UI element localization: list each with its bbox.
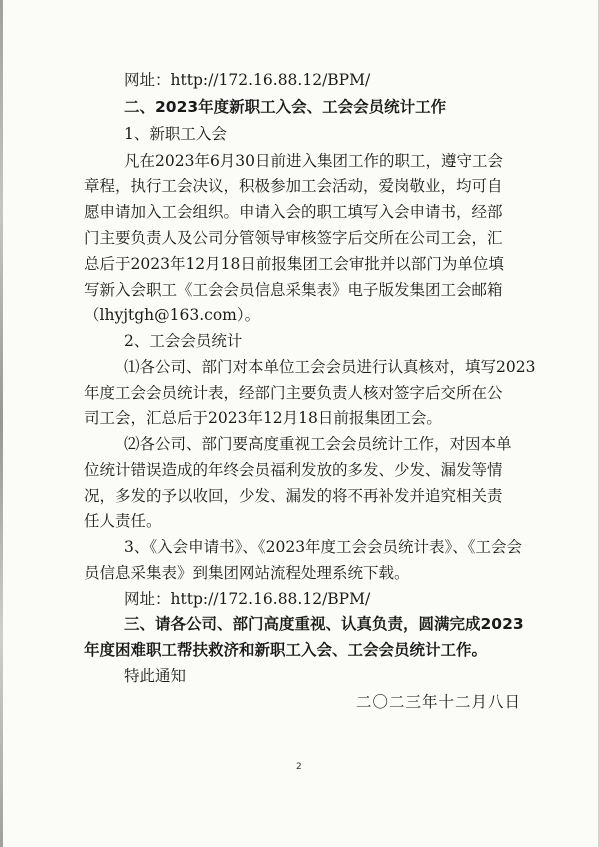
sub2-item2-line-3: 况，多发的予以收回，少发、漏发的将不再补发并追究相关责 [84,487,503,505]
closing-text: 特此通知 [124,667,187,685]
sub2-item2-line-2: 位统计错误造成的年终会员福利发放的多发、少发、漏发等情 [84,461,503,479]
sub1-para-line-6: 写新入会职工《工会会员信息采集表》电子版发集团工会邮箱 [84,281,503,299]
sub2-item2-line-1: ⑵各公司、部门要高度重视工会会员统计工作，对因本单 [124,435,512,453]
scan-edge-left [0,0,3,847]
sub1-para-line-5: 总后于2023年12月18日前报集团工会审批并以部门为单位填 [84,255,504,273]
sub2-item1-line-3: 司工会，汇总后于2023年12月18日前报集团工会。 [84,409,442,427]
sub1-para-line-3: 愿申请加入工会组织。申请入会的职工填写入会申请书，经部 [84,203,503,221]
sub1-para-line-1: 凡在2023年6月30日前进入集团工作的职工，遵守工会 [124,152,504,170]
sub3-para-line-1: 3、《入会申请书》、《2023年度工会会员统计表》、《工会会 [124,538,523,556]
document-date: 二〇二三年十二月八日 [356,693,522,711]
section3-line-2: 年度困难职工帮扶救济和新职工入会、工会会员统计工作。 [84,641,488,659]
section2-title: 二、2023年度新职工入会、工会会员统计工作 [124,98,447,116]
sub2-item1-line-1: ⑴各公司、部门对本单位工会会员进行认真核对，填写2023 [124,358,536,376]
sub1-title: 1、新职工入会 [124,125,227,143]
sub2-item1-line-2: 年度工会会员统计表，经部门主要负责人核对签字后交所在公 [84,384,503,402]
page-number: 2 [296,762,302,772]
sub2-title: 2、工会会员统计 [124,332,243,350]
section3-line-1: 三、请各公司、部门高度重视、认真负责，圆满完成2023 [124,615,524,633]
url-line-top: 网址：http://172.16.88.12/BPM/ [124,71,371,89]
url-line-bottom: 网址：http://172.16.88.12/BPM/ [124,590,371,608]
sub2-item2-line-4: 任人责任。 [84,512,162,530]
sub3-para-line-2: 员信息采集表》到集团网站流程处理系统下载。 [84,564,410,582]
sub1-para-line-2: 章程，执行工会决议，积极参加工会活动，爱岗敬业，均可自 [84,177,503,195]
sub1-para-line-7: （lhyjtgh@163.com）。 [84,306,261,324]
sub1-para-line-4: 门主要负责人及公司分管领导审核签字后交所在公司工会，汇 [84,229,503,247]
